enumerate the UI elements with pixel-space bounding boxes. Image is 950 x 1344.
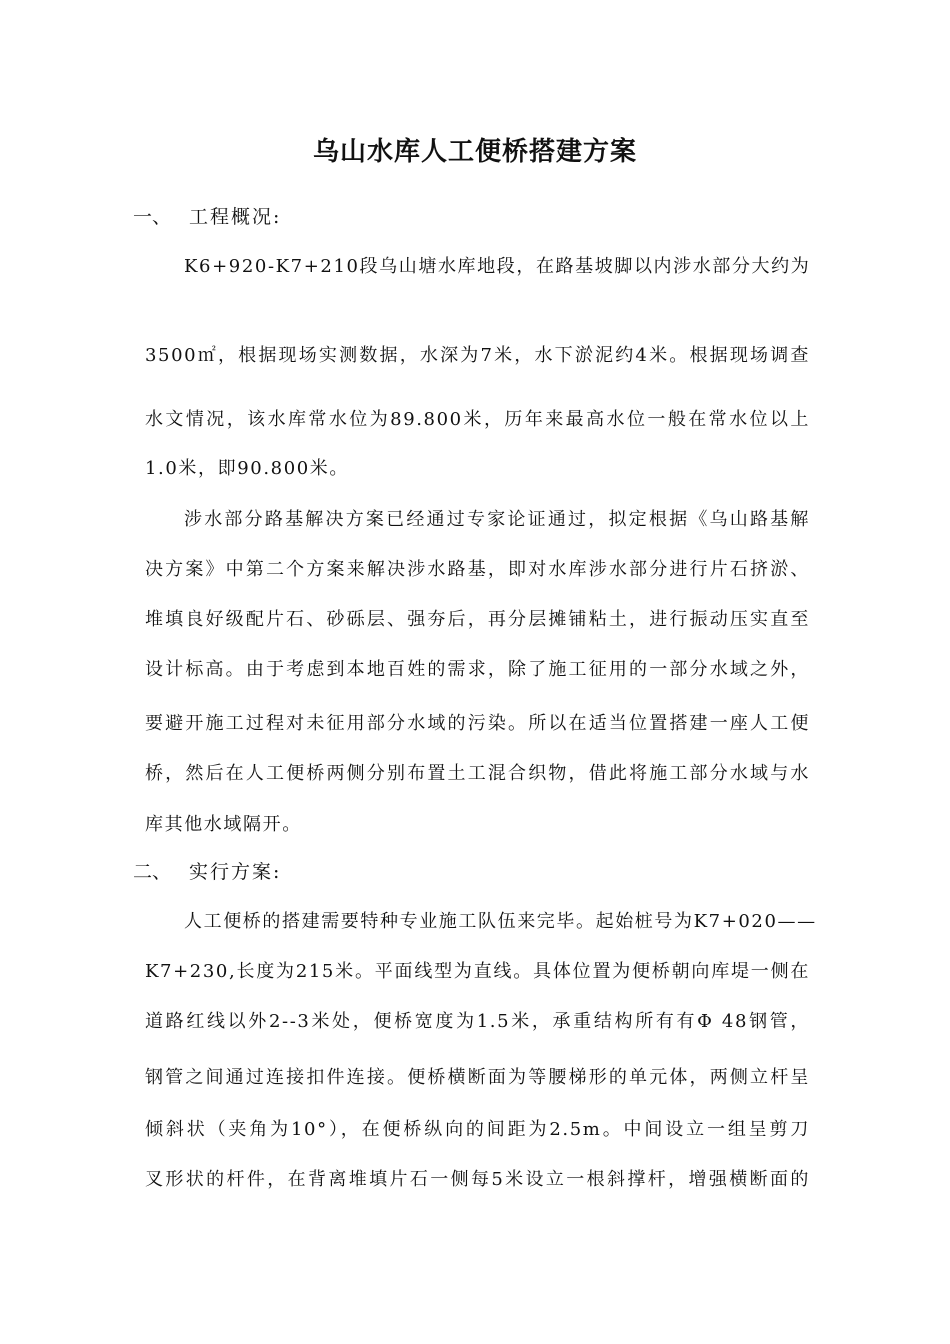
paragraph-line: 要避开施工过程对未征用部分水域的污染。所以在适当位置搭建一座人工便 [145, 713, 810, 734]
section-1-heading: 工程概况: [189, 206, 282, 228]
section-2-number: 二、 [133, 861, 172, 883]
paragraph-line: 桥，然后在人工便桥两侧分别布置土工混合织物，借此将施工部分水域与水 [145, 763, 810, 784]
paragraph-line: 人工便桥的搭建需要特种专业施工队伍来完毕。起始桩号为K7+020—— [184, 911, 817, 932]
section-1-number: 一、 [133, 206, 172, 228]
paragraph-line: 钢管之间通过连接扣件连接。便桥横断面为等腰梯形的单元体，两侧立杆呈 [145, 1067, 810, 1088]
paragraph-line: 1.0米，即90.800米。 [145, 458, 350, 479]
paragraph-line: 堆填良好级配片石、砂砾层、强夯后，再分层摊铺粘土，进行振动压实直至 [145, 609, 810, 630]
document-title: 乌山水库人工便桥搭建方案 [312, 137, 637, 167]
paragraph-line: K7+230,长度为215米。平面线型为直线。具体位置为便桥朝向库堤一侧在 [145, 961, 810, 982]
paragraph-line: 倾斜状（夹角为10°），在便桥纵向的间距为2.5m。中间设立一组呈剪刀 [145, 1119, 810, 1140]
paragraph-line: 库其他水域隔开。 [145, 814, 302, 835]
paragraph-line: 决方案》中第二个方案来解决涉水路基，即对水库涉水部分进行片石挤淤、 [145, 559, 810, 580]
paragraph-line: 道路红线以外2--3米处，便桥宽度为1.5米，承重结构所有有Φ 48钢管， [145, 1011, 810, 1032]
paragraph-line: 叉形状的杆件，在背离堆填片石一侧每5米设立一根斜撑杆，增强横断面的 [145, 1169, 810, 1190]
paragraph-line: 涉水部分路基解决方案已经通过专家论证通过，拟定根据《乌山路基解 [184, 509, 810, 530]
paragraph-line: 水文情况，该水库常水位为89.800米，历年来最高水位一般在常水位以上 [145, 409, 810, 430]
paragraph-line: 3500㎡，根据现场实测数据，水深为7米，水下淤泥约4米。根据现场调查 [145, 345, 810, 366]
paragraph-line: 设计标高。由于考虑到本地百姓的需求，除了施工征用的一部分水域之外， [145, 659, 810, 680]
paragraph-line: K6+920-K7+210段乌山塘水库地段，在路基坡脚以内涉水部分大约为 [184, 256, 811, 277]
section-2-heading: 实行方案: [189, 861, 282, 883]
